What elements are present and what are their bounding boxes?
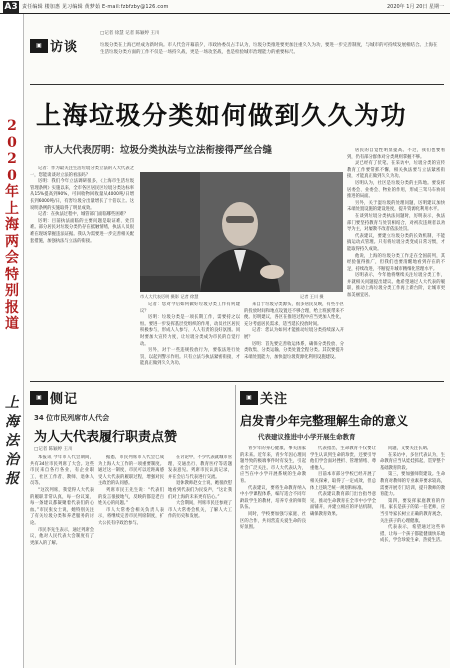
paragraph: 他说，上海的垃圾分类工作走在全国前列，其经验值得推广，但我们也要清醒地看到存在的不足，持续改进，不断提升城市精细化管理水平。: [347, 253, 445, 272]
article-column: [30, 166, 134, 378]
section-marker-icon: ▣: [240, 391, 258, 405]
paragraph: 居民的自觉性明显提高。不过，我们也要看到，仍有部分群体对分类规则掌握不够。: [347, 148, 445, 160]
paragraph: 在谈到垃圾分类执法问题时，厉明表示，执法部门要坚持教育与处罚相结合，对初次违规者以劝导为主，对屡教不改者依法处罚。: [347, 213, 445, 233]
subheadline: 市人大代表厉明：垃圾分类执法与立法衔接得严丝合缝: [44, 145, 273, 156]
special-report-title: 2020年上海两会特别报道: [5, 118, 19, 332]
paragraph: 第三，要加强师资建设。生命教育对教师的专业素养要求较高，需要开展专门培训，提升教师的教育能力。: [380, 472, 445, 498]
interview-photo-illustration: [140, 172, 343, 292]
paragraph: 来自于垃圾分类源头，很多居民反映，有些小区的投放时间和地点设置还不够合理，给上班族带来不便。厉明建议，各区在推进过程中应当更加人性化，充分考虑居民需求，适当延长投放时间。: [244, 302, 344, 327]
masthead-logo: 上海法治报: [5, 395, 19, 487]
paragraph: 据悉，市民列席市人代会已成为上海人大工作的一项重要制度。通过这一制度，市民可以近距离感受人大代表的履职过程，增强对民主政治的认同感。: [98, 455, 164, 487]
paragraph: 代表指出，生命教育不仅要让学生认识到生命的珍贵，还要引导他们学会面对挫折、管理情绪、尊重他人。: [310, 446, 376, 471]
paragraph: 厉明：首先要完善收运体系，确保分类投放、分类收集、分类运输、分类处置全程分类。其次要提升末端处置能力，加快湿垃圾资源化利用设施建设。: [244, 341, 344, 360]
paragraph: 市民李先生表示，通过列席会议，他对人民代表大会制度有了更深入的了解。: [30, 527, 94, 546]
page-header: [0, 0, 450, 14]
section-label: 访谈: [50, 40, 79, 55]
article-column: [30, 455, 94, 663]
section-badge-focus: [240, 388, 288, 407]
article-column: [380, 446, 445, 664]
editor-info: 责任编辑 楼加惠 见习编辑 黄梦茹 E-mail:fzbfzby@126.com: [22, 4, 169, 10]
article-column: [244, 302, 344, 378]
paragraph: 另外，关于湿垃圾的处理问题，厉明建议加快末端处置设施的建设进度，提升资源化利用水平。: [347, 200, 445, 213]
headline: 上海垃圾分类如何做到久久为功: [36, 101, 408, 130]
headline: 为人大代表履行职责点赞: [34, 430, 178, 445]
paragraph: 在讨论中，不少代表就城市管理、交通出行、教育医疗等话题发表意见。列席市民认真记录，并在会后与代表进行交流。: [168, 455, 232, 480]
paragraph: 记者：作为最关注生活垃圾分类立法的人大代表之一，您能谈谈对立法的看法吗？: [30, 166, 134, 178]
article-column: [347, 148, 445, 378]
paragraph: 厉明：垃圾分类是一项长期工作，需要持之以恒。要进一步发挥基层党组织的作用，动员社区居民积极参与，形成人人参与、人人有责的良好氛围。同时要加大宣传力度，让垃圾分类成为市民的自觉行动。: [140, 315, 240, 347]
paragraph: 记者：在执法过程中，城管部门面临哪些困难？: [38, 212, 129, 218]
paragraph: 第四，要发挥家庭教育的作用。家长是孩子的第一任老师，应当引导家长树立正确的教育观念，关注孩子的心理健康。: [380, 498, 445, 524]
paragraph: 记者：您认为如何才能推动垃圾分类持续深入开展？: [244, 328, 344, 340]
issue-date: 2020年 1月 20日 星期一: [386, 4, 444, 10]
section-badge-diary: [30, 388, 78, 407]
photo-credit: 记者 王川 摄: [300, 294, 324, 299]
paragraph: 目前本市部分学校已经开展了相关探索，取得了一定成效，但总体上还缺乏统一规划和标准。: [310, 472, 376, 491]
paragraph: 记者：您对今后如何做好垃圾分类工作有何建议？: [140, 302, 240, 314]
paragraph: 代表表示，希望通过这些举措，让每一个孩子都能健康快乐地成长，学会珍爱生命、热爱生活。: [380, 525, 445, 544]
section-label: 关注: [260, 392, 289, 407]
paragraph: 厉明认为，社区是垃圾分类的主阵地。要发挥居委会、业委会、物业的作用，形成三驾马车协同推进的局面。: [347, 180, 445, 200]
paragraph: 厉明表示，今年他将继续关注垃圾分类工作，并就相关问题提出建议。他希望通过人大代表的履职，推动上海垃圾分类工作再上新台阶，让城市更加美丽宜居。: [347, 273, 445, 299]
paragraph: 代表建议，要建立垃圾分类的长效机制，不能搞运动式管理。只有将垃圾分类变成日常习惯，才能取得持久成效。: [347, 233, 445, 252]
paragraph: 同时，学校要加强与家庭、社区的合作，共同营造关爱生命的良好氛围。: [240, 511, 306, 531]
article-column: [310, 446, 376, 664]
divider: [30, 381, 444, 382]
article-photo: [140, 172, 343, 292]
paragraph: 厉明：目前执法面临的主要问题是取证难、处罚难。部分居民对垃圾分类仍存在抵触情绪，执法人员很难在现场掌握违法证据。我认为需要进一步完善相关配套措施，加强执法与立法的衔接。: [30, 218, 134, 244]
paragraph: 市人大常委会相关负责人表示，将继续完善市民列席制度，扩大公民有序政治参与。: [98, 507, 164, 526]
paragraph: 厉明：我们今年立法调研很多，《上海市生活垃圾管理条例》实施以来，全市各区居民区垃圾分类达标率从15%提高到90%，可回收物回收量从4000吨/日增长到6000吨/日，有害垃圾分出量增长了十倍以上。这说明条例的实施取得了明显成效。: [30, 179, 134, 211]
page-number: A3: [4, 2, 18, 12]
paragraph: 列席市民王先生说：“代表们的发言很接地气，反映的都是老百姓关心的问题。”: [98, 487, 164, 507]
photo-caption: 市人大代表厉明 摄影 记者 徐慧: [140, 294, 199, 299]
paragraph: 本报讯 今年市人代会期间，共有34位市民列席了大会。这些市民来自各行各业，有企业职工、社区工作者、教师、退休人员等。: [30, 455, 94, 487]
byline: □记者 陈颖婷 王川: [34, 447, 73, 452]
paragraph: 在采访中，多位代表认为，生命教育应当从娃娃抓起，贯穿整个基础教育阶段。: [380, 452, 445, 471]
paragraph: 退休教师赵女士说，她很欣慰地看到代表们为民发声，“这让我们对上海的未来更有信心。”: [168, 481, 232, 500]
article-column: [98, 455, 164, 663]
divider: [30, 84, 444, 85]
paragraph: “这次列席，我觉得人大代表的履职非常认真，每一份议案、每一条建议都凝聚着代表们的心血。”市民张女士说，她特别关注了有关垃圾分类和养老服务的讨论。: [30, 487, 94, 526]
paragraph: 代表建议教育部门出台指导意见，推动生命教育在全市中小学全面铺开，并建立相应的评估机制，确保教育效果。: [310, 492, 376, 517]
section-label: 侧记: [50, 392, 79, 407]
section-marker-icon: ▣: [30, 39, 48, 53]
kicker: 34 位市民列席市人代会: [34, 414, 110, 422]
article-column: [168, 455, 232, 663]
paragraph: 另外，对于一些违规投放行为，要依法进行处罚，以起到警示作用。只有立法与执法紧密衔接，才能真正做到久久为功。: [140, 348, 240, 367]
section-badge-interview: [30, 36, 78, 55]
article-column: [140, 302, 240, 378]
paragraph: 代表建议，要将生命教育纳入中小学课程体系，编写适合不同年龄段学生的教材，培养专业的师资队伍。: [240, 485, 306, 511]
lead-paragraph: 垃圾分类在上海已经成为新时尚。市人代会开幕前夕，市政协委员占丰认为，垃圾分类推进要更加注重久久为功，要进一步完善制度，与城市的可持续发展相结合。上海在生活垃圾分类方面的工作不仅是一场持久战，更是一场攻坚战，也是检验城市治理能力的重要标尺。: [100, 43, 438, 55]
headline: 启发青少年完整理解生命的意义: [240, 414, 409, 428]
paragraph: 大会期间，列席市民还参观了市人大常委会机关，了解人大工作的历史和发展。: [168, 501, 232, 520]
subheadline: 代表建议推进中小学开展生命教育: [258, 433, 356, 441]
paragraph: 问题，又要关注长期。: [388, 446, 431, 451]
column-divider: [235, 385, 236, 665]
left-band: [0, 14, 24, 668]
paragraph: 灵已经有了伏笔。在采访中，垃圾分类的宣传教育工作要常抓不懈，相关执法要与立法紧密衔接，才能真正做到久久为功。: [347, 161, 445, 180]
article-column: [240, 446, 306, 664]
byline: □记者 徐慧 记者 陈颖婷 王川: [100, 31, 160, 36]
section-marker-icon: ▣: [30, 391, 48, 405]
paragraph: 青少年的身心健康，事关国家的未来。近年来，青少年因心理问题导致的极端事件时有发生，引起社会广泛关注。市人大代表认为，应当在中小学开展系统的生命教育。: [240, 446, 306, 484]
